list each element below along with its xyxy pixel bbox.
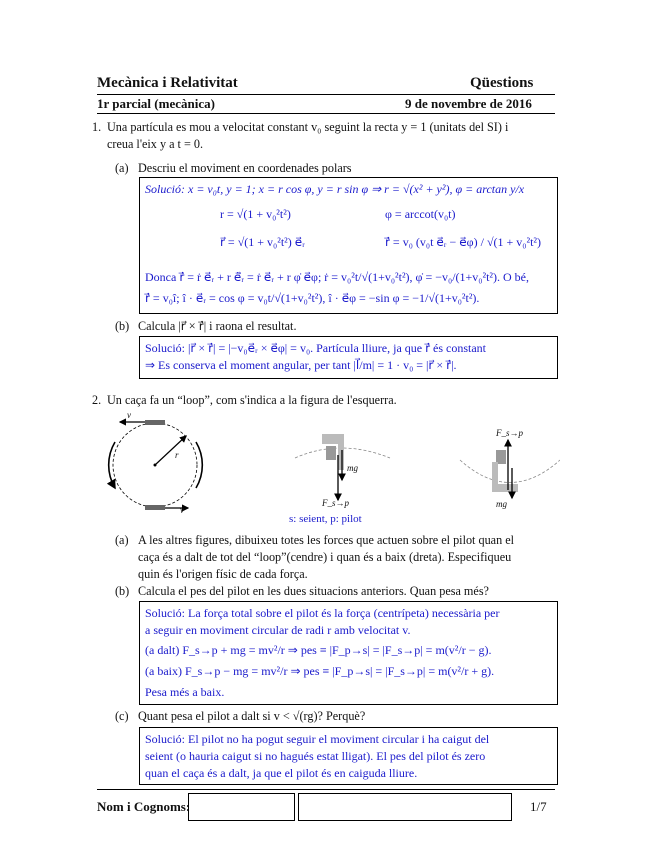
- q2a-line2: caça és a dalt de tot del “loop”(cendre) i quan és a baix (dreta). Especifiqueu: [138, 550, 512, 564]
- pilot-bottom-figure: [460, 440, 560, 498]
- pilot-top-figure: [295, 434, 390, 500]
- label-mg-right: mg: [496, 499, 507, 509]
- exam-date: 9 de novembre de 2016: [405, 96, 532, 111]
- label-force-center: F_s→p: [322, 498, 349, 508]
- q1a-solution-line1: Solució: x = v₀t, y = 1; x = r cos φ, y = r sin φ ⇒ r = √(x² + y²), φ = arctan y/x: [145, 182, 525, 196]
- q2c-solution-line2: seient (o hauria caigut si no hagués estat lligat). El pes del pilot és zero: [145, 749, 486, 763]
- q2c-label: (c): [115, 709, 129, 723]
- header-rule-bottom: [97, 113, 555, 114]
- q1b-text: Calcula |r⃗ × ṙ⃗| i raona el resultat.: [138, 319, 297, 333]
- q2a-label: (a): [115, 533, 129, 547]
- q2c-solution-box: [139, 727, 558, 785]
- label-force-right: F_s→p: [496, 428, 523, 438]
- q1a-label: (a): [115, 161, 129, 175]
- label-r: r: [175, 450, 179, 460]
- q2a-line1: A les altres figures, dibuixeu totes les forces que actuen sobre el pilot quan el: [138, 533, 515, 547]
- figure-legend: s: seient, p: pilot: [289, 513, 362, 525]
- name-field-last[interactable]: [298, 793, 512, 821]
- q1-text-line2: creua l'eix y a t = 0.: [107, 137, 204, 151]
- q1-text-line1: Una partícula es mou a velocitat constant v₀ seguint la recta y = 1 (unitats del SI) i: [107, 120, 509, 134]
- q2a-line3: quin és l'origen físic de cada força.: [138, 567, 308, 581]
- q2b-solution-line3: (a dalt) F_s→p + mg = mv²/r ⇒ pes ≡ |F_p→s| = |F_s→p| = m(v²/r − g).: [145, 643, 492, 657]
- q2b-solution-line4: (a baix) F_s→p − mg = mv²/r ⇒ pes ≡ |F_p→s| = |F_s→p| = m(v²/r + g).: [145, 664, 495, 678]
- q1a-eq-phi: φ = arccot(v₀t): [385, 207, 456, 221]
- q1-number: 1.: [92, 120, 102, 134]
- q1a-eq-rdot: ṙ⃗ = v₀ (v₀t e⃗ᵣ − e⃗φ) / √(1 + v₀²t²): [385, 235, 541, 249]
- loop-figure: [109, 420, 203, 510]
- q2c-solution-line1: Solució: El pilot no ha pogut seguir el moviment circular i ha caigut del: [145, 732, 490, 746]
- exam-name: 1r parcial (mecànica): [97, 96, 215, 111]
- q1a-solution-box: [139, 177, 558, 314]
- q2c-solution-line3: quan el caça és a dalt, ja que el pilot és en caiguda lliure.: [145, 766, 418, 780]
- q1b-solution-line2: ⇒ Es conserva el moment angular, per tant |l⃗/m| = 1 · v₀ = |r⃗ × ṙ⃗|.: [145, 358, 457, 372]
- pilot-top-icon: [326, 446, 336, 460]
- arc-bottom: [460, 460, 560, 483]
- q1b-label: (b): [115, 319, 130, 333]
- plane-top-icon: [145, 420, 165, 425]
- label-v-top: v: [127, 410, 131, 420]
- page-number: 1/7: [530, 799, 547, 814]
- label-mg-center: mg: [347, 463, 358, 473]
- q2b-text: Calcula el pes del pilot en les dues situacions anteriors. Quan pesa més?: [138, 584, 489, 598]
- loop-center-dot: [154, 464, 157, 467]
- plane-bottom-icon: [145, 505, 165, 510]
- seat-top-icon: [322, 434, 340, 444]
- q2b-solution-line1: Solució: La força total sobre el pilot és la força (centrípeta) necessària per: [145, 606, 500, 620]
- q2b-label: (b): [115, 584, 130, 598]
- radius-arrow: [155, 436, 186, 465]
- rotation-arrow-left: [109, 442, 115, 488]
- q1b-solution-box: [139, 336, 558, 379]
- header-rule-top: [97, 94, 555, 95]
- section-title: Qüestions: [470, 75, 534, 91]
- q1a-text: Descriu el moviment en coordenades polars: [138, 161, 352, 175]
- q2-text: Un caça fa un “loop”, com s'indica a la figura de l'esquerra.: [107, 393, 397, 407]
- q2b-solution-line5: Pesa més a baix.: [145, 685, 225, 699]
- q1a-eq-rvec: r⃗ = √(1 + v₀²t²) e⃗ᵣ: [220, 235, 305, 249]
- rotation-arrow-right: [196, 442, 202, 488]
- q1a-solution-line4: ṙ⃗ = v₀î; î · e⃗ᵣ = cos φ = v₀t/√(1+v₀²t²), î · e⃗φ = −sin φ = −1/√(1+v₀²t²).: [145, 291, 480, 305]
- q2b-solution-line2: a seguir en moviment circular de radi r amb velocitat v.: [145, 623, 411, 637]
- course-title: Mecànica i Relativitat: [97, 75, 238, 91]
- seat-back-icon: [338, 434, 344, 470]
- q2c-text: Quant pesa el pilot a dalt si v < √(rg)? Perquè?: [138, 709, 366, 723]
- name-field-first[interactable]: [188, 793, 295, 821]
- seat-bottom-icon: [496, 484, 518, 492]
- pilot-bottom-icon: [496, 450, 506, 464]
- footer-rule: [97, 789, 555, 790]
- q1a-solution-line3: Donca ṙ⃗ = ṙ e⃗ᵣ + r ė⃗ᵣ = ṙ e⃗ᵣ + r φ̇ e⃗φ; ṙ = v₀²t/√(1+v₀²t²), φ̇ = −v₀/(1+v₀²t²). O bé,: [145, 270, 529, 284]
- q1b-solution-line1: Solució: |r⃗ × ṙ⃗| = |−v₀e⃗ᵣ × e⃗φ| = v₀. Partícula lliure, ja que ṙ⃗ és constant: [145, 341, 487, 355]
- q1a-eq-r: r = √(1 + v₀²t²): [220, 207, 291, 221]
- name-label: Nom i Cognoms:: [97, 799, 191, 814]
- label-v-bottom: v: [180, 505, 184, 515]
- q2b-solution-box: [139, 601, 558, 705]
- q2-number: 2.: [92, 393, 102, 407]
